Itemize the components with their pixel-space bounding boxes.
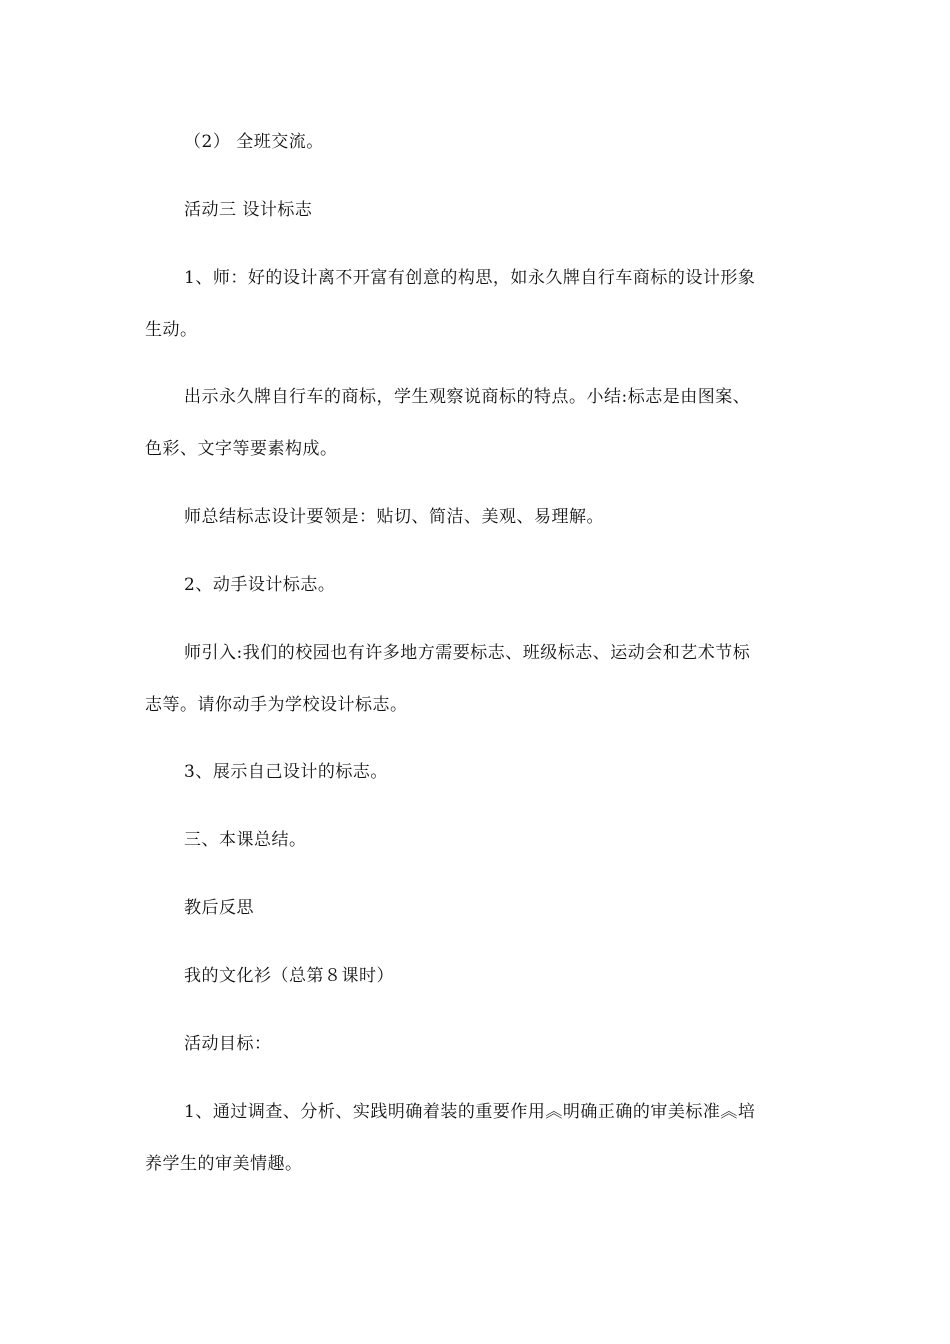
paragraph-line: 教后反思 xyxy=(184,898,254,918)
paragraph-line: 生动。 xyxy=(145,320,198,340)
paragraph-line: 养学生的审美情趣。 xyxy=(145,1154,303,1174)
paragraph-line: 三、本课总结。 xyxy=(184,830,307,850)
paragraph-line: 3、展示自己设计的标志。 xyxy=(184,762,388,782)
paragraph-line: 出示永久牌自行车的商标，学生观察说商标的特点。小结:标志是由图案、 xyxy=(184,387,751,407)
paragraph-line: 色彩、文字等要素构成。 xyxy=(145,439,338,459)
paragraph-line: 活动目标： xyxy=(184,1034,272,1054)
paragraph-line: 师总结标志设计要领是：贴切、简洁、美观、易理解。 xyxy=(184,507,604,527)
paragraph-line: 1、师：好的设计离不开富有创意的构思，如永久牌自行车商标的设计形象 xyxy=(184,268,756,288)
paragraph-line: 我的文化衫（总第８课时） xyxy=(184,966,394,986)
paragraph-line: 1、通过调查、分析、实践明确着装的重要作用︽明确正确的审美标准︽培 xyxy=(184,1102,756,1122)
paragraph-line: 2、动手设计标志。 xyxy=(184,575,336,595)
section-heading: 活动三 设计标志 xyxy=(184,200,313,220)
paragraph-line: （2） 全班交流。 xyxy=(184,132,324,152)
paragraph-line: 志等。请你动手为学校设计标志。 xyxy=(145,695,408,715)
paragraph-line: 师引入:我们的校园也有许多地方需要标志、班级标志、运动会和艺术节标 xyxy=(184,643,751,663)
